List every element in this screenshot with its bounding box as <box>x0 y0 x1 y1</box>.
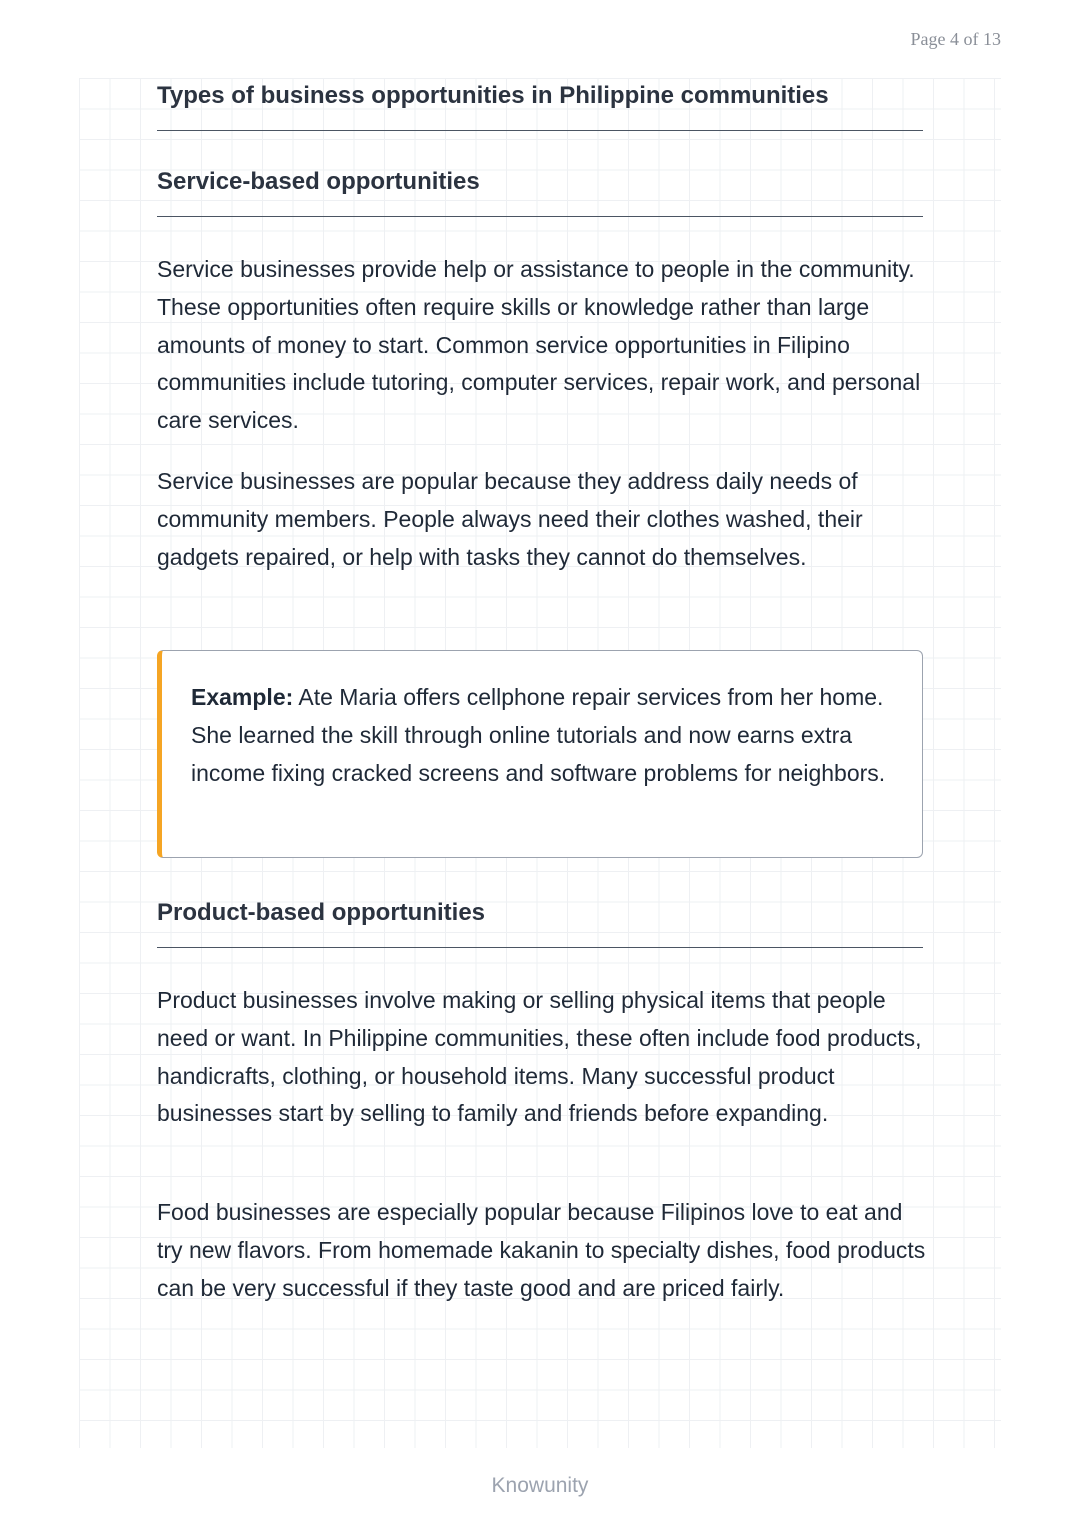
footer-brand: Knowunity <box>491 1474 589 1497</box>
product-paragraph-1: Product businesses involve making or selling physical items that people need or want. In Philippine communities, these often include food products, handicrafts, clothing, or household items. Many successful product businesses start by selling to family and friends before expanding. <box>157 987 922 1127</box>
example-callout-text <box>191 679 891 792</box>
page-number: Page 4 of 13 <box>910 29 1001 49</box>
example-label: Example: <box>191 684 294 710</box>
service-section-heading: Service-based opportunities <box>157 168 923 217</box>
example-body: Ate Maria offers cellphone repair services from her home. She learned the skill through online tutorials and now earns extra income fixing cracked screens and software problems for neighbors. <box>191 684 886 786</box>
example-callout <box>157 650 923 858</box>
product-paragraph-2: Food businesses are especially popular because Filipinos love to eat and try new flavors. From homemade kakanin to specialty dishes, food products can be very successful if they taste good and are priced fairly. <box>157 1199 926 1301</box>
product-section-heading: Product-based opportunities <box>157 899 923 948</box>
page-title: Types of business opportunities in Philippine communities <box>157 82 923 131</box>
service-paragraph-2: Service businesses are popular because they address daily needs of community members. People always need their clothes washed, their gadgets repaired, or help with tasks they cannot do themselves. <box>157 468 863 570</box>
service-paragraph-1: Service businesses provide help or assistance to people in the community. These opportunities often require skills or knowledge rather than large amounts of money to start. Common service opportunities in Filipino communities include tutoring, computer services, repair work, and personal care services. <box>157 256 921 434</box>
